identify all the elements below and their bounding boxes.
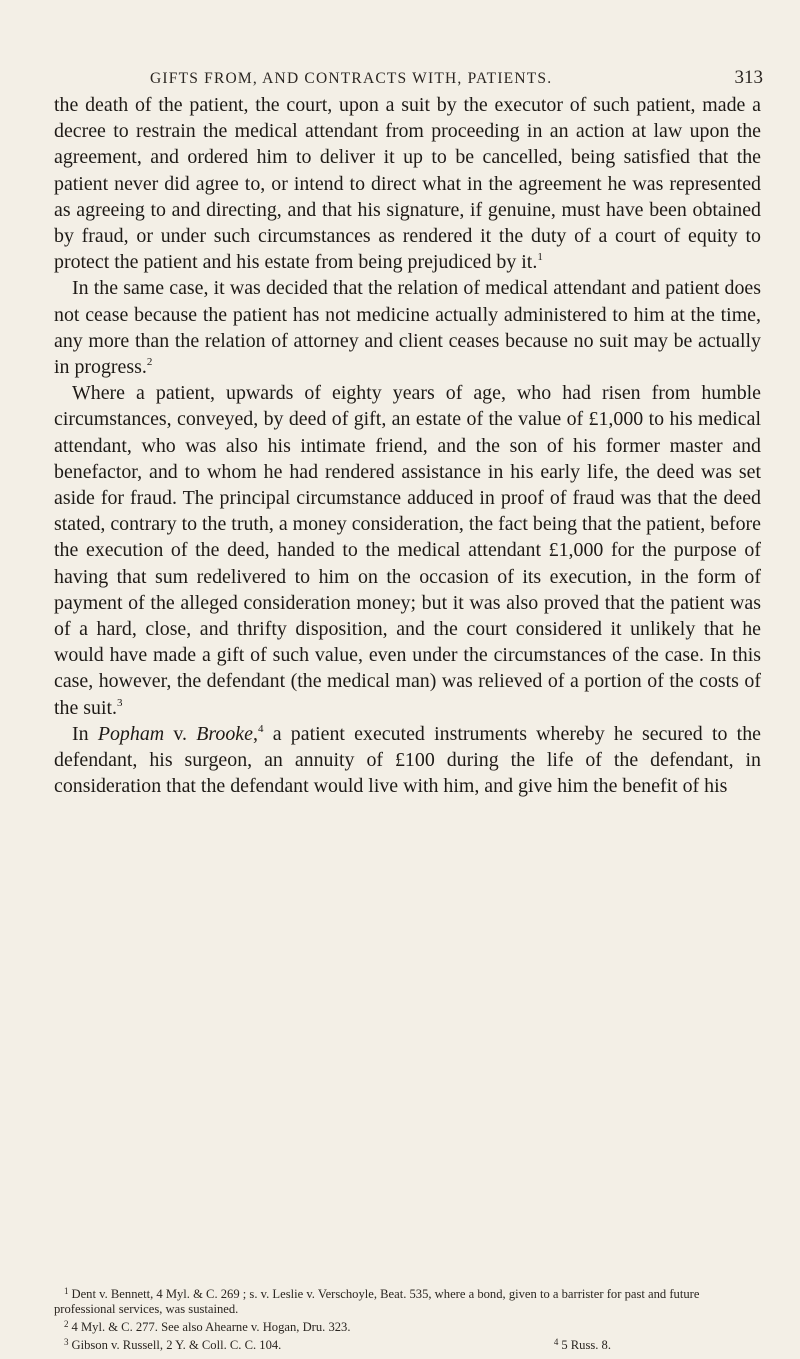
footnote-ref-2: 2 (146, 356, 153, 369)
paragraph-3-text: Where a patient, upwards of eighty years of age, who had risen from humble circumstances, conveyed, by deed of gift, an estate of the value of £1,000 to his medical attendant, who was also his intimate friend, and the son of his former master and benefactor, and to whom he had rendered assistance in his early life, the deed was set aside for fraud. The principal circumstance adduced in proof of fraud was that the deed stated, contrary to the truth, a money consideration, the fact being that the patient, before the execution of the deed, handed to the medical attendant £1,000 for the purpose of having that sum redelivered to him on the occasion of its execution, in the form of payment of the alleged consideration money; but it was also proved that the patient was of a hard, close, and thrifty disposition, and the court considered it unlikely that he would have made a gift of such value, even under the circumstances of the case. In this case, however, the defendant (the medical man) was relieved of a portion of the costs of the suit. (54, 382, 761, 719)
page (54, 52, 761, 799)
footnote-1 (54, 1284, 761, 1317)
body-text (54, 92, 761, 799)
footnote-3-4-line (54, 1335, 761, 1353)
page-header (54, 52, 761, 92)
footnote-4-text: 5 Russ. 8. (561, 1338, 611, 1352)
paragraph-2-text: In the same case, it was decided that the relation of medical attendant and patient does not cease because the patient has not medicine actually administered to him at the time, any more than the relation of attorney and client ceases because no suit may be actually in progress. (54, 277, 761, 379)
paragraph-4-lead: In (72, 722, 98, 745)
footnotes (54, 1284, 761, 1353)
running-head: GIFTS FROM, AND CONTRACTS WITH, PATIENTS. (150, 70, 553, 87)
page-number: 313 (734, 67, 763, 88)
footnote-3-number: 3 (64, 1337, 69, 1347)
paragraph-1 (54, 92, 761, 275)
footnote-2-text: 4 Myl. & C. 277. See also Ahearne v. Hogan, Dru. 323. (71, 1320, 351, 1334)
paragraph-2 (54, 275, 761, 380)
paragraph-1-text: the death of the patient, the court, upon a suit by the executor of such patient, made a decree to restrain the medical attendant from proceeding in an action at law upon the agreement, and ordered him to deliver it up to be cancelled, being satisfied that the patient never did agree to, or intend to direct what in the agreement he was represented as agreeing to and directing, and that his signature, if genuine, must have been obtained by fraud, or under such circumstances as rendered it the duty of a court of equity to protect the patient and his estate from being prejudiced by it. (54, 94, 761, 274)
footnote-3 (54, 1335, 281, 1353)
footnote-1-text: Dent v. Bennett, 4 Myl. & C. 269 ; s. v. Leslie v. Verschoyle, Beat. 535, where a bond, given to a barrister for past and future professional services, was sustained. (54, 1287, 700, 1316)
footnote-ref-4: 4 (257, 722, 264, 735)
paragraph-4: In Popham v. Brooke,$^4$ a patient executed instruments whereby he secured to the defendant, his surgeon, an annuity of £100 during the life of the defendant, in consideration that the defendant would live with him, and give him the benefit of his (54, 722, 761, 798)
footnote-2-number: 2 (64, 1319, 69, 1329)
case-name-popham: Popham (97, 722, 165, 745)
footnote-ref-3: 3 (116, 696, 123, 709)
footnote-ref-1: 1 (537, 251, 543, 264)
footnote-4-number: 4 (553, 1337, 559, 1347)
footnote-4 (544, 1335, 611, 1353)
paragraph-4-text: a patient executed instruments whereby he secured to the defendant, his surgeon, an annuity of £100 during the life of the defendant, in consideration that the defendant would live with him, and give him the benefit of his (54, 722, 761, 798)
versus-text: v. (164, 722, 197, 745)
case-name-brooke: Brooke (196, 722, 253, 745)
footnote-3-text: Gibson v. Russell, 2 Y. & Coll. C. C. 104. (71, 1338, 282, 1352)
paragraph-3 (54, 380, 761, 721)
footnote-1-number: 1 (64, 1286, 69, 1296)
footnote-2 (54, 1317, 761, 1335)
